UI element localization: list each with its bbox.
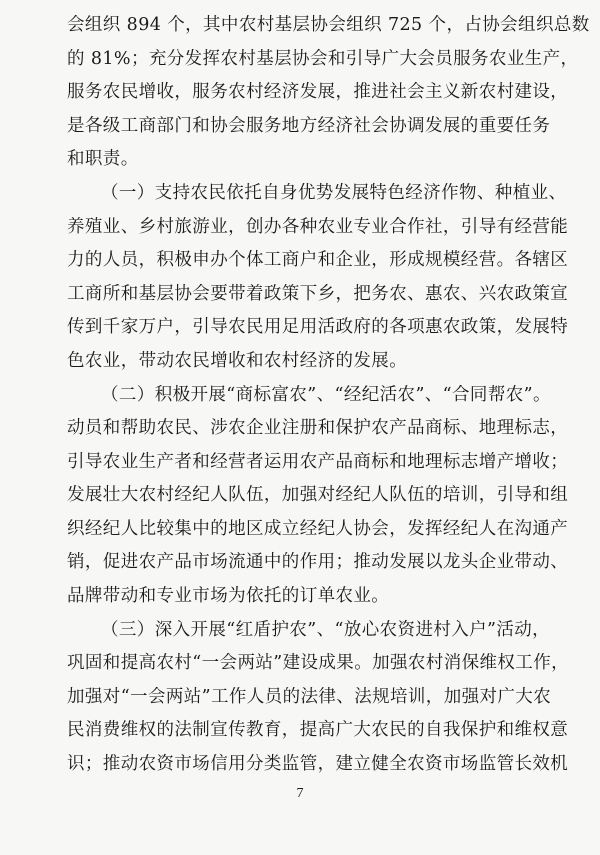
body-text-line-9: 工商所和基层协会要带着政策下乡，把务农、惠农、兴农政策宣	[67, 283, 569, 304]
body-text-line-17: 销，促进农产品市场流通中的作用；推动发展以龙头企业带动、	[67, 552, 569, 573]
body-text-line-1: 会组织 894 个，其中农村基层协会组织 725 个，占协会组织总数	[67, 15, 590, 35]
paragraph-3-start: （三）深入开展“红盾护农”、“放心农资进村入户”活动，	[101, 619, 551, 640]
body-text-line-5: 和职责。	[67, 149, 139, 170]
paragraph-2-start: （二）积极开展“商标富农”、“经纪活农”、“合同帮农”。	[101, 384, 551, 405]
body-text-line-3: 服务农民增收，服务农村经济发展，推进社会主义新农村建设，	[67, 82, 569, 103]
paragraph-1-start: （一）支持农民依托自身优势发展特色经济作物、种植业、	[101, 182, 567, 203]
body-text-line-13: 动员和帮助农民、涉农企业注册和保护农产品商标、地理标志，	[67, 418, 569, 439]
body-text-line-8: 力的人员，积极申办个体工商户和企业，形成规模经营。各辖区	[67, 250, 569, 271]
body-text-line-18: 品牌带动和专业市场为依托的订单农业。	[67, 586, 390, 607]
body-text-line-20: 巩固和提高农村“一会两站”建设成果。加强农村消保维权工作，	[67, 653, 569, 674]
body-text-line-4: 是各级工商部门和协会服务地方经济社会协调发展的重要任务	[67, 115, 551, 136]
body-text-line-2: 的 81%；充分发挥农村基层协会和引导广大会员服务农业生产，	[67, 48, 579, 69]
body-text-line-22: 民消费维权的法制宣传教育，提高广大农民的自我保护和维权意	[67, 720, 569, 741]
body-text-line-11: 色农业，带动农民增收和农村经济的发展。	[67, 350, 408, 371]
page-number: 7	[296, 786, 304, 801]
body-text-line-14: 引导农业生产者和经营者运用农产品商标和地理标志增产增收；	[67, 451, 569, 472]
body-text-line-16: 织经纪人比较集中的地区成立经纪人协会，发挥经纪人在沟通产	[67, 518, 569, 539]
body-text-line-15: 发展壮大农村经纪人队伍，加强对经纪人队伍的培训，引导和组	[67, 485, 569, 506]
body-text-line-23: 识；推动农资市场信用分类监管，建立健全农资市场监管长效机	[67, 754, 569, 774]
body-text-line-7: 养殖业、乡村旅游业，创办各种农业专业合作社，引导有经营能	[67, 216, 569, 237]
body-text-line-21: 加强对“一会两站”工作人员的法律、法规培训，加强对广大农	[67, 686, 552, 707]
body-text-line-10: 传到千家万户，引导农民用足用活政府的各项惠农政策，发展特	[67, 317, 569, 338]
